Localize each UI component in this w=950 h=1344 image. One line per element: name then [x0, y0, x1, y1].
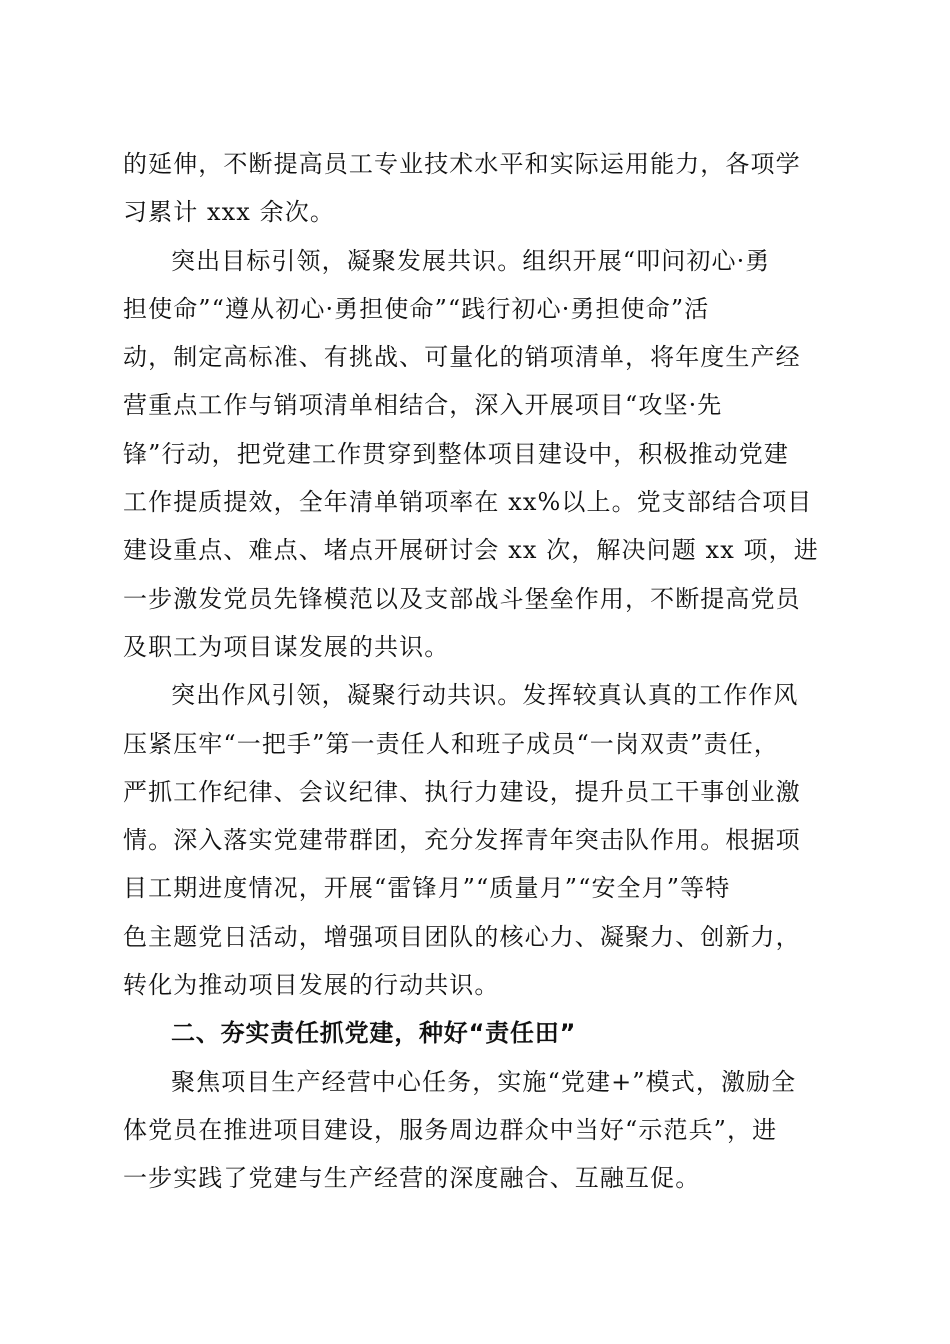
text-line: 情。深入落实党建带群团，充分发挥青年突击队作用。根据项: [123, 826, 801, 855]
paragraph-goal-leadership: [123, 237, 828, 672]
text-line: 习累计 xxx 余次。: [123, 198, 335, 227]
paragraph-party-building-plus: [123, 1058, 828, 1203]
text-line: 动，制定高标准、有挑战、可量化的销项清单，将年度生产经: [123, 343, 801, 372]
heading-line: 二、夯实责任抓党建，种好“责任田”: [171, 1019, 577, 1048]
text-line: 体党员在推进项目建设，服务周边群众中当好“示范兵”，进: [123, 1115, 778, 1144]
paragraph-continuation: [123, 140, 828, 237]
text-line: 锋”行动，把党建工作贯穿到整体项目建设中，积极推动党建: [123, 439, 789, 468]
text-line: 一步激发党员先锋模范以及支部战斗堡垒作用，不断提高党员: [123, 584, 801, 613]
text-line: 担使命”“遵从初心·勇担使命”“践行初心·勇担使命”活: [123, 294, 710, 323]
text-line: 突出作风引领，凝聚行动共识。发挥较真认真的工作作风: [171, 681, 799, 710]
paragraph-style-leadership: [123, 671, 828, 1009]
text-line: 目工期进度情况，开展“雷锋月”“质量月”“安全月”等特: [123, 874, 731, 903]
text-line: 聚焦项目生产经营中心任务，实施“党建+”模式，激励全: [171, 1067, 797, 1096]
text-line: 压紧压牢“一把手”第一责任人和班子成员“一岗双责”责任，: [123, 729, 779, 758]
document-body: [123, 140, 828, 1203]
text-line: 突出目标引领，凝聚发展共识。组织开展“叩问初心·勇: [171, 246, 771, 275]
text-line: 转化为推动项目发展的行动共识。: [123, 971, 500, 1000]
text-line: 建设重点、难点、堵点开展研讨会 xx 次，解决问题 xx 项，进: [123, 536, 819, 565]
text-line: 营重点工作与销项清单相结合，深入开展项目“攻坚·先: [123, 391, 723, 420]
text-line: 的延伸，不断提高员工专业技术水平和实际运用能力，各项学: [123, 150, 801, 178]
text-line: 及职工为项目谋发展的共识。: [123, 632, 450, 661]
text-line: 色主题党日活动，增强项目团队的核心力、凝聚力、创新力，: [123, 922, 801, 951]
text-line: 严抓工作纪律、会议纪律、执行力建设，提升员工干事创业激: [123, 777, 801, 806]
section-heading: [123, 1009, 828, 1057]
text-line: 一步实践了党建与生产经营的深度融合、互融互促。: [123, 1164, 701, 1193]
text-line: 工作提质提效，全年清单销项率在 xx%以上。党支部结合项目: [123, 488, 813, 517]
